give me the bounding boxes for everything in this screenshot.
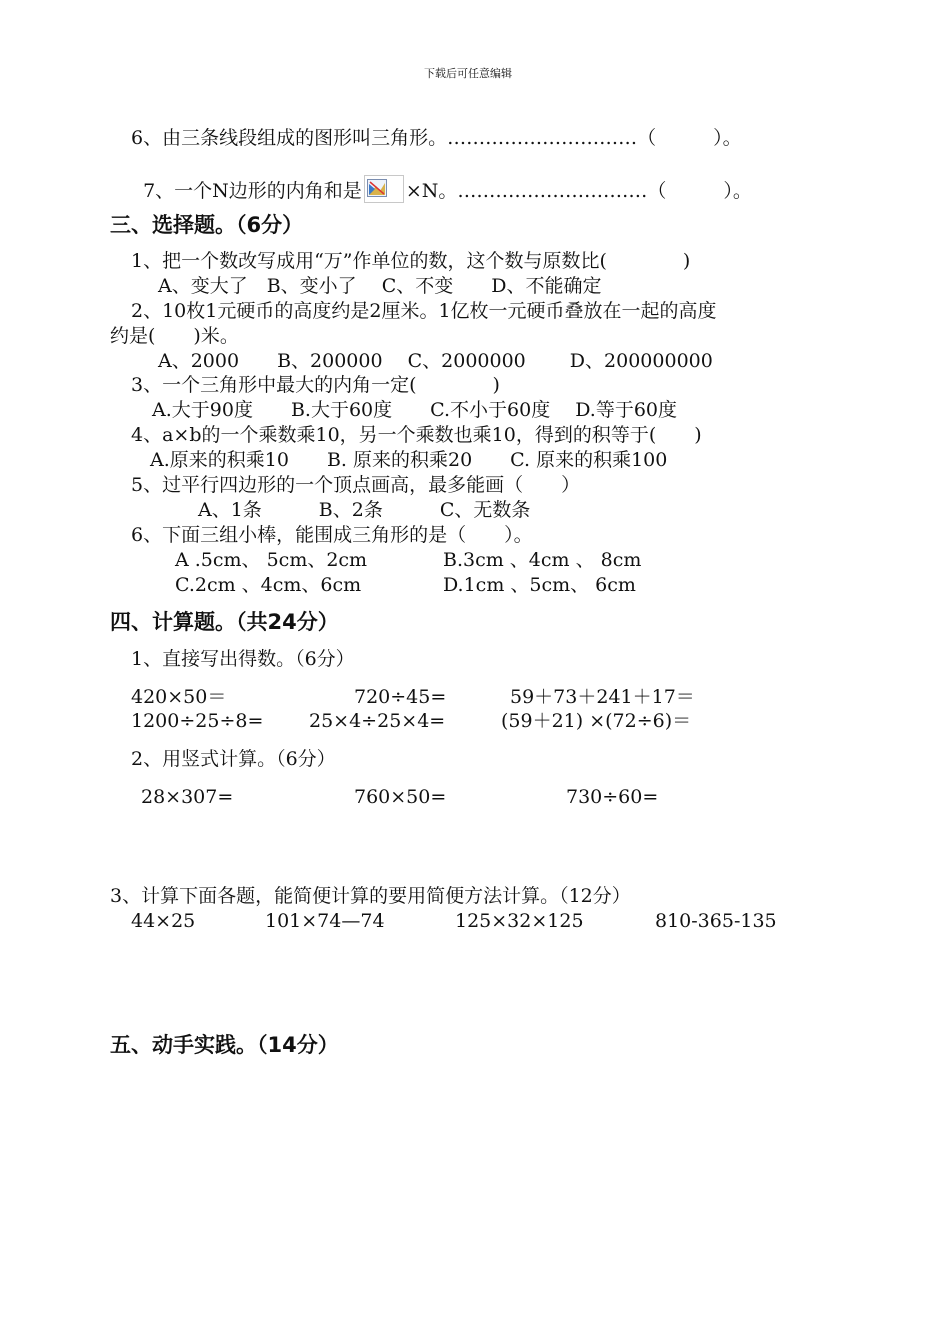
simplify-calc-item: 125×32×125 (455, 910, 584, 932)
calc-part-3-title: 3、计算下面各题，能简便计算的要用简便方法计算。（12分） (110, 885, 631, 907)
section-3-title: 三、选择题。（6分） (110, 213, 304, 237)
broken-image-icon (364, 175, 404, 203)
judge-question-6: 6、由三条线段组成的图形叫三角形。…………………………（ ）。 (131, 127, 742, 149)
calc-item: 420×50＝ (131, 686, 227, 708)
choice-question-4: 4、a×b的一个乘数乘10，另一个乘数也乘10，得到的积等于( ) (131, 424, 702, 446)
choice-question-5-options: A、1条 B、2条 C、无数条 (198, 499, 531, 521)
judge-question-7-part1: 7、一个N边形的内角和是 (143, 180, 362, 202)
choice-question-2-options: A、2000 B、200000 C、2000000 D、200000000 (158, 350, 713, 372)
choice-question-3-options: A.大于90度 B.大于60度 C.不小于60度 D.等于60度 (152, 399, 678, 421)
section-5-title: 五、动手实践。（14分） (110, 1033, 339, 1057)
choice-question-2-line1: 2、10枚1元硬币的高度约是2厘米。1亿枚一元硬币叠放在一起的高度 (131, 300, 717, 322)
section-4-title: 四、计算题。（共24分） (110, 610, 339, 634)
choice-question-3: 3、一个三角形中最大的内角一定( ) (131, 374, 500, 396)
vertical-calc-item: 730÷60= (566, 786, 659, 808)
choice-question-1: 1、把一个数改写成用“万”作单位的数，这个数与原数比( ) (131, 250, 691, 272)
calc-item: (59＋21) ×(72÷6)＝ (501, 710, 692, 732)
choice-question-1-options: A、变大了 B、变小了 C、不变 D、不能确定 (158, 275, 602, 297)
watermark-text: 下载后可任意编辑 (424, 67, 512, 80)
choice-question-6: 6、下面三组小棒，能围成三角形的是（ ）。 (131, 524, 533, 546)
choice-question-6-option-c: C.2cm 、4cm、6cm (175, 574, 362, 596)
choice-question-5: 5、过平行四边形的一个顶点画高，最多能画（ ） (131, 474, 581, 496)
judge-question-7 (131, 151, 752, 203)
judge-question-7-part2: ×N。…………………………（ ）。 (405, 180, 752, 202)
calc-item: 720÷45= (354, 686, 447, 708)
calc-item: 59＋73＋241＋17＝ (510, 686, 695, 708)
calc-part-2-title: 2、用竖式计算。（6分） (131, 748, 336, 770)
choice-question-6-option-d: D.1cm 、5cm、 6cm (443, 574, 636, 596)
choice-question-4-options: A.原来的积乘10 B. 原来的积乘20 C. 原来的积乘100 (150, 449, 668, 471)
simplify-calc-item: 810-365-135 (655, 910, 777, 932)
simplify-calc-item: 101×74—74 (265, 910, 385, 932)
calc-item: 25×4÷25×4= (309, 710, 446, 732)
simplify-calc-item: 44×25 (131, 910, 196, 932)
vertical-calc-item: 28×307= (141, 786, 234, 808)
choice-question-2-line2: 约是( )米。 (110, 325, 239, 347)
choice-question-6-option-a: A .5cm、 5cm、2cm (175, 549, 368, 571)
calc-item: 1200÷25÷8= (131, 710, 264, 732)
calc-part-1-title: 1、直接写出得数。（6分） (131, 648, 355, 670)
vertical-calc-item: 760×50= (354, 786, 447, 808)
choice-question-6-option-b: B.3cm 、4cm 、 8cm (443, 549, 642, 571)
